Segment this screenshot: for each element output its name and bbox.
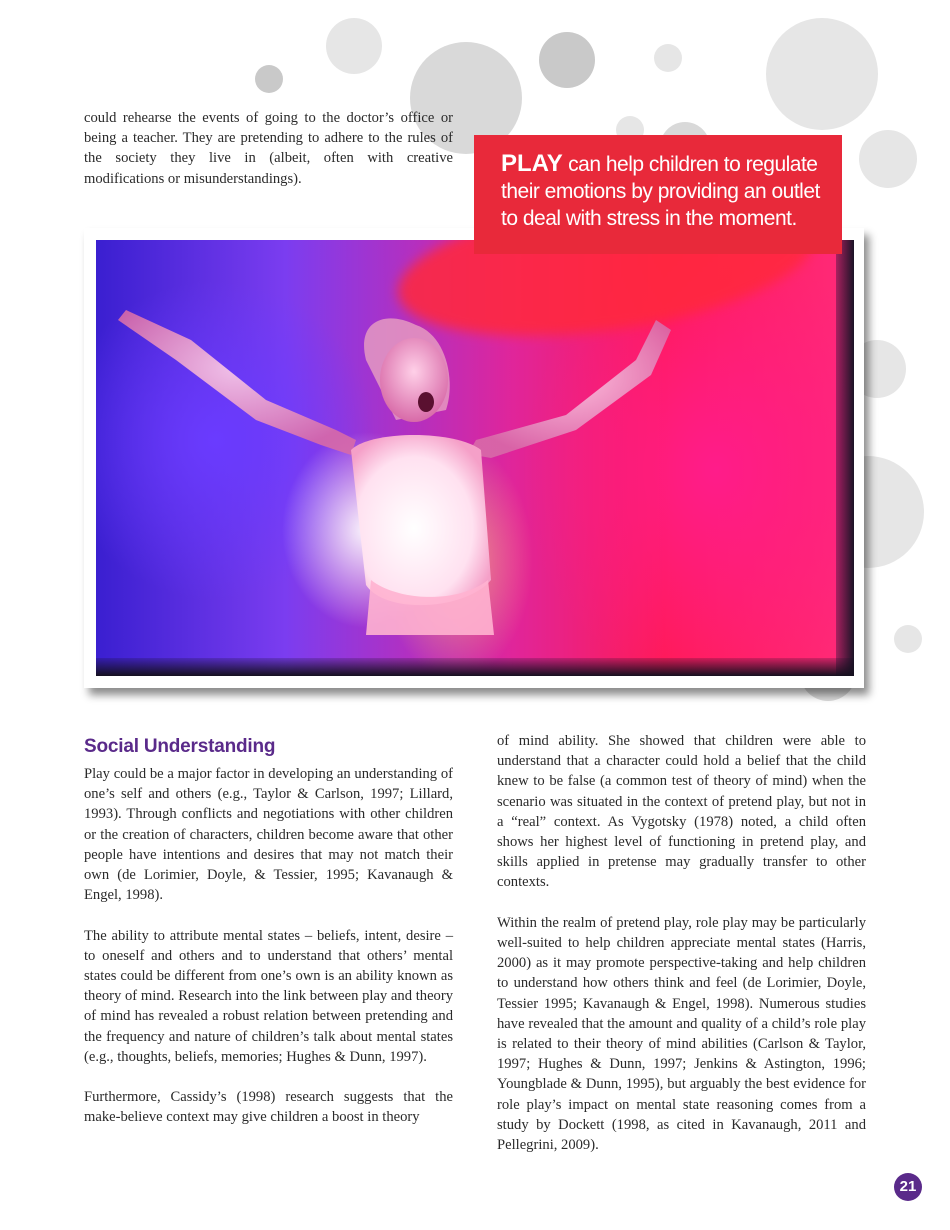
decorative-bubble (654, 44, 682, 72)
page-number-badge: 21 (894, 1173, 922, 1201)
paragraph: The ability to attribute mental states – beliefs, intent, desire – to oneself and others and to understand that others’ mental states could be different from one’s own is an ability known as theory of mind. Research into the link between play and theory of mind has revealed a robust relation between pretending and the frequency and nature of children’s talk about mental states (e.g., thoughts, beliefs, memories; Hughes & Dunn, 1997). (84, 927, 453, 1065)
pull-quote-callout (474, 135, 842, 254)
child-playing-photo (96, 240, 854, 676)
left-column (84, 764, 453, 1148)
photo-dark-edge (836, 240, 854, 676)
decorative-bubble (539, 32, 595, 88)
decorative-bubble (894, 625, 922, 653)
child-figure-illustration (96, 240, 854, 676)
decorative-bubble (859, 130, 917, 188)
paragraph: Play could be a major factor in developing an understanding of one’s self and others (e.g., Taylor & Carlson, 1997; Lillard, 1993). Through conflicts and negotiations with other children or the creation of characters, children become aware that other people have intentions and desires that may not match their own (de Lorimier, Doyle, & Tessier, 1995; Kavanaugh & Engel, 1998). (84, 766, 453, 904)
callout-keyword: PLAY (501, 150, 563, 177)
decorative-bubble (326, 18, 382, 74)
right-column (497, 731, 866, 1175)
paragraph: Within the realm of pretend play, role play may be particularly well-suited to help children appreciate mental states (Harris, 2000) as it may promote perspective-taking and help children to understand how others think and feel (de Lorimier, Doyle, Tessier 1995; Kavanaugh & Engel, 1998). Numerous studies have revealed that the amount and quality of a child’s role play is related to their theory of mind abilities (Carlson & Taylor, 1997; Hughes & Dunn, 1997; Jenkins & Astington, 1996; Youngblade & Dunn, 1995), but arguably the best evidence for role play’s impact on mental state reasoning comes from a study by Dockett (1998, as cited in Kavanaugh, 2011 and Pellegrini, 2009). (497, 914, 866, 1154)
photo-frame (84, 228, 864, 688)
decorative-bubble (255, 65, 283, 93)
callout-text: can help children to regulate their emotions by providing an outlet to deal with stress in the moment. (501, 153, 820, 230)
decorative-bubble (766, 18, 878, 130)
intro-paragraph: could rehearse the events of going to the doctor’s office or being a teacher. They are pretending to adhere to the rules of the society they live in (albeit, often with creative modifications or misunderstandings). (84, 110, 453, 187)
section-heading: Social Understanding (84, 736, 276, 757)
paragraph: of mind ability. She showed that children were able to understand that a character could hold a belief that the child knew to be false (a common test of theory of mind) when the scenario was situated in the context of pretend play, but not in a “real” context. As Vygotsky (1978) noted, a child often shows her highest level of functioning in pretend play, and skills applied in pretense may gradually transfer to other contexts. (497, 733, 866, 891)
paragraph: Furthermore, Cassidy’s (1998) research suggests that the make-believe context may give children a boost in theory (84, 1089, 453, 1126)
photo-dark-floor (96, 658, 854, 676)
